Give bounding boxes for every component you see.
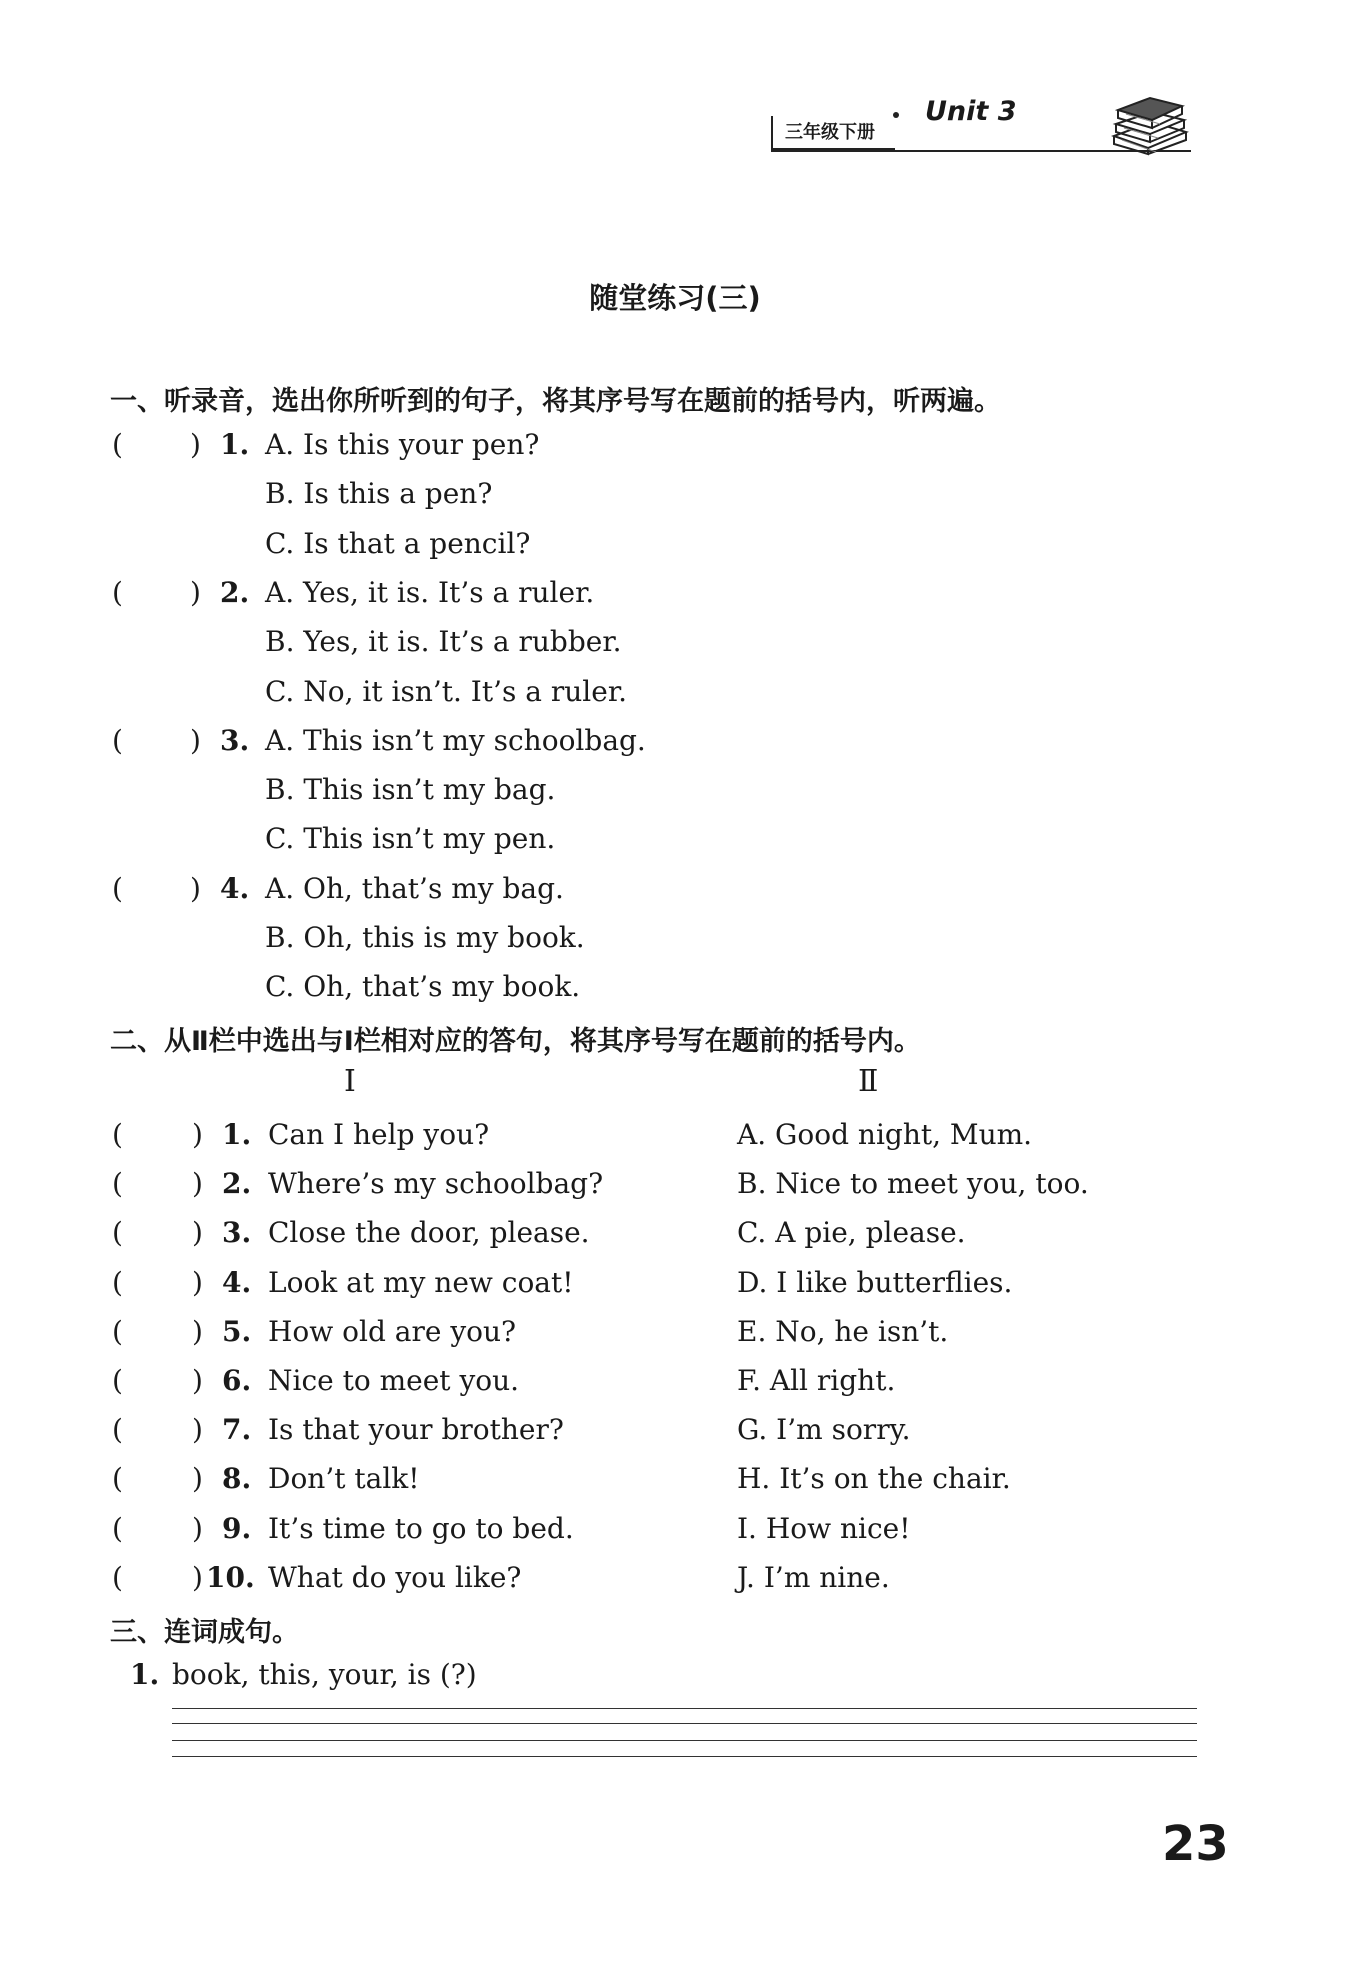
answer-paren-open[interactable]: ( (112, 724, 123, 757)
option-row (0, 769, 1350, 811)
option-text: A. This isn’t my schoolbag. (265, 724, 646, 757)
answer-paren-open[interactable]: ( (112, 1364, 123, 1397)
answer-option: I. How nice! (737, 1512, 911, 1545)
answer-paren-close: ) (192, 1413, 203, 1446)
match-row (0, 1262, 1350, 1304)
answer-option: D. I like butterflies. (737, 1266, 1013, 1299)
answer-paren-open[interactable]: ( (112, 1118, 123, 1151)
option-row (0, 720, 1350, 762)
answer-option: E. No, he isn’t. (737, 1315, 949, 1348)
match-row (0, 1557, 1350, 1599)
section3-item (0, 1654, 1350, 1696)
question-number: 2. (222, 1167, 252, 1200)
match-row (0, 1311, 1350, 1353)
option-text: B. Oh, this is my book. (265, 921, 585, 954)
answer-option: J. I’m nine. (737, 1561, 890, 1594)
answer-paren-open[interactable]: ( (112, 1266, 123, 1299)
question-text: What do you like? (268, 1561, 522, 1594)
answer-paren-open[interactable]: ( (112, 1462, 123, 1495)
answer-option: G. I’m sorry. (737, 1413, 911, 1446)
answer-paren-close: ) (192, 1315, 203, 1348)
match-row (0, 1163, 1350, 1205)
option-row (0, 966, 1350, 1008)
grade-label: 三年级下册 (771, 116, 895, 150)
question-text: Don’t talk! (268, 1462, 420, 1495)
answer-paren-close: ) (190, 428, 201, 461)
answer-paren-open[interactable]: ( (112, 1512, 123, 1545)
question-text: Where’s my schoolbag? (268, 1167, 604, 1200)
question-number: 7. (222, 1413, 252, 1446)
answer-paren-open[interactable]: ( (112, 428, 123, 461)
option-text: B. This isn’t my bag. (265, 773, 556, 806)
answer-line[interactable] (172, 1740, 1197, 1741)
answer-option: A. Good night, Mum. (737, 1118, 1033, 1151)
question-number: 3. (222, 1216, 252, 1249)
answer-paren-close: ) (192, 1462, 203, 1495)
option-text: C. Oh, that’s my book. (265, 970, 581, 1003)
option-row (0, 424, 1350, 466)
question-number: 4. (220, 872, 250, 905)
item-text: book, this, your, is (?) (172, 1658, 477, 1691)
option-text: C. No, it isn’t. It’s a ruler. (265, 675, 628, 708)
column2-heading: Ⅱ (858, 1064, 879, 1099)
answer-paren-close: ) (192, 1512, 203, 1545)
match-row (0, 1409, 1350, 1451)
question-text: Close the door, please. (268, 1216, 590, 1249)
option-row (0, 868, 1350, 910)
option-row (0, 572, 1350, 614)
section2-heading: 二、从Ⅱ栏中选出与Ⅰ栏相对应的答句，将其序号写在题前的括号内。 (110, 1026, 921, 1057)
match-row (0, 1508, 1350, 1550)
question-text: Can I help you? (268, 1118, 490, 1151)
question-number: 8. (222, 1462, 252, 1495)
match-row (0, 1360, 1350, 1402)
option-text: A. Yes, it is. It’s a ruler. (265, 576, 595, 609)
unit-label: Unit 3 (925, 96, 1017, 127)
answer-line[interactable] (172, 1708, 1197, 1709)
option-text: B. Yes, it is. It’s a rubber. (265, 625, 622, 658)
answer-line[interactable] (172, 1723, 1197, 1724)
item-number: 1. (130, 1658, 160, 1691)
question-number: 2. (220, 576, 250, 609)
answer-paren-close: ) (192, 1364, 203, 1397)
option-text: A. Is this your pen? (265, 428, 540, 461)
match-row (0, 1458, 1350, 1500)
answer-paren-open[interactable]: ( (112, 1315, 123, 1348)
option-row (0, 671, 1350, 713)
header-dot (893, 112, 899, 118)
question-number: 5. (222, 1315, 252, 1348)
question-number: 9. (222, 1512, 252, 1545)
question-number: 3. (220, 724, 250, 757)
answer-paren-close: ) (190, 724, 201, 757)
option-text: C. Is that a pencil? (265, 527, 531, 560)
answer-option: C. A pie, please. (737, 1216, 966, 1249)
answer-option: B. Nice to meet you, too. (737, 1167, 1089, 1200)
page-number: 23 (1162, 1816, 1229, 1872)
question-text: Is that your brother? (268, 1413, 564, 1446)
option-text: B. Is this a pen? (265, 477, 493, 510)
section3-heading: 三、连词成句。 (110, 1617, 299, 1648)
answer-paren-close: ) (190, 576, 201, 609)
option-row (0, 818, 1350, 860)
column1-heading: Ⅰ (344, 1064, 356, 1099)
answer-paren-open[interactable]: ( (112, 1561, 123, 1594)
question-text: Look at my new coat! (268, 1266, 574, 1299)
question-text: It’s time to go to bed. (268, 1512, 574, 1545)
answer-option: H. It’s on the chair. (737, 1462, 1011, 1495)
answer-paren-open[interactable]: ( (112, 872, 123, 905)
question-number: 10. (206, 1561, 255, 1594)
match-row (0, 1212, 1350, 1254)
option-text: A. Oh, that’s my bag. (265, 872, 564, 905)
option-row (0, 523, 1350, 565)
answer-line[interactable] (172, 1756, 1197, 1757)
question-number: 1. (222, 1118, 252, 1151)
option-text: C. This isn’t my pen. (265, 822, 556, 855)
answer-paren-open[interactable]: ( (112, 576, 123, 609)
answer-paren-open[interactable]: ( (112, 1413, 123, 1446)
question-number: 6. (222, 1364, 252, 1397)
answer-paren-close: ) (190, 872, 201, 905)
answer-paren-close: ) (192, 1266, 203, 1299)
question-number: 1. (220, 428, 250, 461)
books-icon (1108, 92, 1190, 156)
question-text: How old are you? (268, 1315, 517, 1348)
answer-paren-close: ) (192, 1118, 203, 1151)
match-row (0, 1114, 1350, 1156)
answer-paren-close: ) (192, 1216, 203, 1249)
option-row (0, 473, 1350, 515)
answer-paren-close: ) (192, 1167, 203, 1200)
answer-paren-close: ) (192, 1561, 203, 1594)
question-number: 4. (222, 1266, 252, 1299)
answer-option: F. All right. (737, 1364, 896, 1397)
answer-paren-open[interactable]: ( (112, 1167, 123, 1200)
page-title: 随堂练习(三) (589, 281, 761, 315)
option-row (0, 621, 1350, 663)
section1-heading: 一、听录音，选出你所听到的句子，将其序号写在题前的括号内，听两遍。 (110, 386, 1001, 417)
question-text: Nice to meet you. (268, 1364, 520, 1397)
answer-paren-open[interactable]: ( (112, 1216, 123, 1249)
option-row (0, 917, 1350, 959)
